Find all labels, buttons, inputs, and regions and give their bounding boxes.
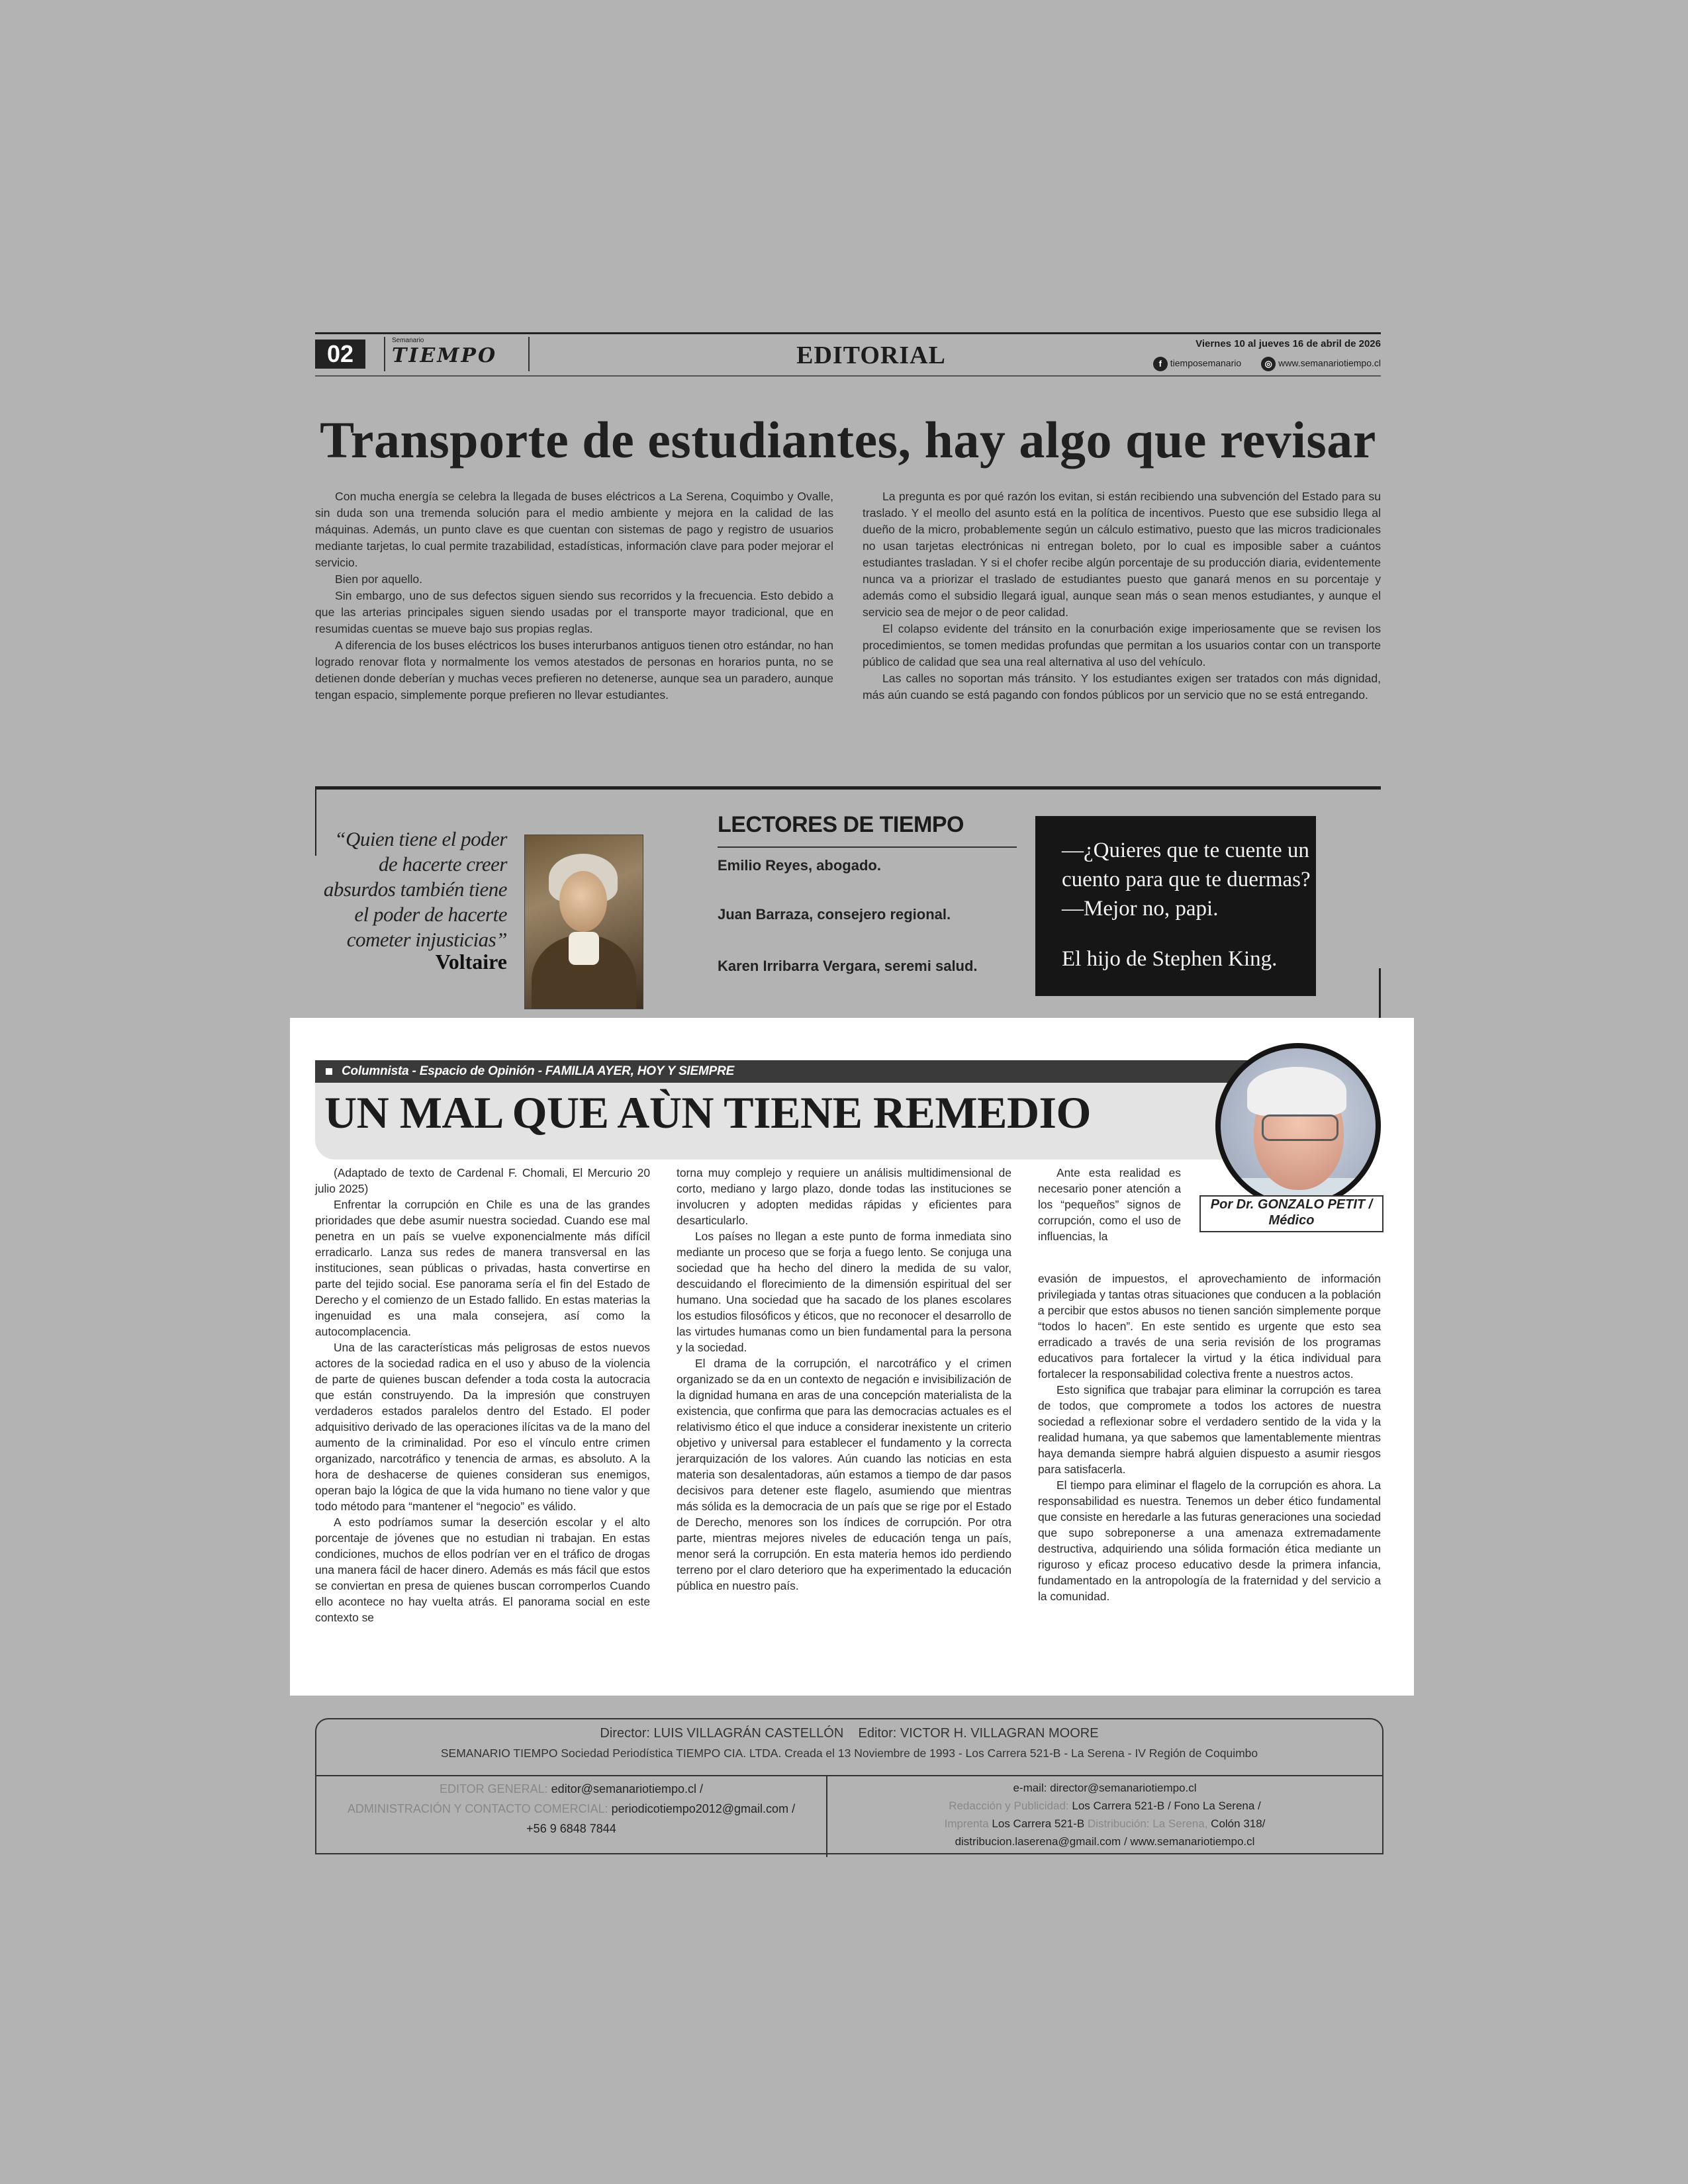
column-paragraph: El drama de la corrupción, el narcotráfico y el crimen organizado se da en un contexto de negación e invisibilización de la dignidad humana en aras de una concepción materialista de la existencia, que confirma que para las democracias actuales es el relativismo ético el que induce a considerar inexistente un criterio objetivo y universal para establecer el fundamento y la correcta jerarquización de los valores. Aún cuando las noticias en esta materia son desalentadoras, aún estamos a tiempo de dar pasos decisivos para detener este flagelo, asumiendo que mientras más sólida es la democracia de un país que se rige por el Estado de Derecho, menores son los índices de corrupción. Por otra parte, mientras mejores niveles de educación tenga un país, menor será la corrupción. En esta materia hemos ido perdiendo terreno por el claro deterioro que ha experimentado la educación pública en nuestro país. bbox=[677, 1357, 1011, 1592]
admin-email[interactable]: periodicotiempo2012@gmail.com / bbox=[611, 1802, 796, 1815]
lector-item: Juan Barraza, consejero regional. bbox=[718, 906, 951, 923]
opinion-column bbox=[290, 1018, 1414, 1696]
column-paragraph: evasión de impuestos, el aprovechamiento de información privilegiada y tantas otras situaciones que conducen a la población a percibir que estos abusos no tienen sanción simplemente porque “todos lo hacen”. En este sentido es urgente que esto sea erradicado a través de una seria revisión de los programas educativos para fortalecer la virtud y la ética individual para fortalecer la responsabilidad colectiva frente a nuestros actos. bbox=[1038, 1272, 1381, 1381]
brand-logo bbox=[384, 337, 530, 371]
brand-name: TIEMPO bbox=[392, 344, 498, 367]
brand-small-label: Semanario bbox=[392, 337, 424, 344]
joke-line: —¿Quieres que te cuente un cuento para que te duermas? bbox=[1062, 839, 1311, 891]
column-paragraph: Una de las características más peligrosas de estos nuevos actores de la sociedad radica en el uso y abuso de la violencia de parte de quienes buscan defender a toda costa la autocracia que están construyendo. Da la impresión que construyen verdaderos estados paralelos dentro del Estado. El poder adquisitivo derivado de las operaciones ilícitas va de la mano del aumento de la criminalidad. Por eso el vínculo entre crimen organizado, narcotráfico y tenencia de armas, es absoluto. A la hora de deshacerse de quienes consideran sus enemigos, operan bajo la lógica de que la vida humano no tiene valor y que todo método para “mantener el “negocio” es válido. bbox=[315, 1341, 650, 1513]
divider bbox=[718, 846, 1017, 848]
quote-text: “Quien tiene el poder de hacerte creer absurdos también tiene el poder de hacerte cometer injusticias” bbox=[323, 827, 507, 951]
column-paragraph: Ante esta realidad es necesario poner atención a los “pequeños” signos de corrupción, como el uso de influencias, la bbox=[1038, 1166, 1181, 1243]
column-kicker bbox=[315, 1060, 1266, 1083]
column-paragraph: torna muy complejo y requiere un análisis multidimensional de corto, mediano y largo plazo, donde todas las instituciones se involucren y adopten medidas rápidas y eficientes para desarticularlo. bbox=[677, 1166, 1011, 1227]
distribucion-value: Colón 318/ bbox=[1211, 1817, 1266, 1830]
company-info: SEMANARIO TIEMPO Sociedad Periodística TIEMPO CIA. LTDA. Creada el 13 Noviembre de 1993 - Los Carrera 521-B - La Serena - IV Región de Coquimbo bbox=[440, 1747, 1258, 1760]
lectores-title: LECTORES DE TIEMPO bbox=[718, 812, 964, 837]
column-paragraph: A esto podríamos sumar la deserción escolar y el alto porcentaje de jóvenes que no estudian ni trabajan. En estas condiciones, muchos de ellos podrían ver en el tráfico de drogas una manera fácil de hacer dinero. Además es más fácil que estos se conviertan en presa de quienes buscan corromperlos Cuando ello acontece no hay vuelta atrás. El panorama social en este contexto se bbox=[315, 1516, 650, 1624]
redaccion-label: Redacción y Publicidad: bbox=[949, 1799, 1069, 1812]
joke-box bbox=[1035, 816, 1316, 996]
bullet-icon bbox=[326, 1068, 332, 1075]
editorial-paragraph: Sin embargo, uno de sus defectos siguen siendo sus recorridos y la frecuencia. Esto debido a que las arterias principales siguen siendo usadas por el transporte mayor tradicional, que en resumidas cuentas se mueve bajo sus propias reglas. bbox=[315, 589, 833, 635]
middle-strip bbox=[315, 786, 1381, 1023]
column-title: UN MAL QUE AÙN TIENE REMEDIO bbox=[324, 1087, 1091, 1138]
editorial-headline: Transporte de estudiantes, hay algo que revisar bbox=[320, 411, 1376, 469]
facebook-icon: f bbox=[1153, 357, 1168, 371]
imprenta-label: Imprenta bbox=[944, 1817, 989, 1830]
page-header bbox=[315, 332, 1381, 377]
issue-date: Viernes 10 al jueves 16 de abril de 2026 bbox=[1196, 338, 1381, 349]
distribucion-line[interactable]: distribucion.laserena@gmail.com / www.semanariotiempo.cl bbox=[955, 1835, 1255, 1848]
column-text-1 bbox=[315, 1165, 650, 1625]
editorial-body bbox=[315, 488, 1381, 753]
imprenta-value: Los Carrera 521-B bbox=[992, 1817, 1085, 1830]
column-paragraph: Esto significa que trabajar para eliminar la corrupción es tarea de todos, que compromete a todos los actores de nuestra sociedad a reflexionar sobre el verdadero sentido de la vida y la realidad humana, ya que sabemos que lamentablemente mientras haya demanda siempre habrá alguien dispuesto a asumir riesgos para satisfacerla. bbox=[1038, 1383, 1381, 1476]
director-credit: Director: LUIS VILLAGRÁN CASTELLÓN bbox=[600, 1726, 844, 1741]
page-number: 02 bbox=[315, 340, 365, 369]
author-photo bbox=[1215, 1043, 1381, 1208]
editorial-paragraph: Las calles no soportan más tránsito. Y los estudiantes exigen ser tratados con más dignidad, más aún cuando se está pagando con fondos públicos por un servicio que no se está entregando. bbox=[863, 672, 1381, 702]
joke-line: —Mejor no, papi. bbox=[1062, 897, 1219, 921]
column-paragraph: Enfrentar la corrupción en Chile es una de las grandes prioridades que debe asumir nuestra sociedad. Cuando ese mal penetra en un país se vuelve exponencialmente más difícil erradicarlo. Lanza sus redes de manera transversal en las instituciones, sean públicas o privadas, hasta convertirse en parte del tejido social. Ese panorama sería el fin del Estado de Derecho y el comienzo de un Estado fallido. En estas materias la ingenuidad es una mala consejera, así como la autocomplacencia. bbox=[315, 1198, 650, 1338]
distribucion-label: Distribución: La Serena, bbox=[1088, 1817, 1208, 1830]
website-link[interactable] bbox=[1261, 357, 1381, 371]
editorial-paragraph: Bien por aquello. bbox=[335, 572, 423, 586]
voltaire-portrait bbox=[524, 835, 643, 1009]
facebook-handle: tiemposemanario bbox=[1170, 357, 1242, 369]
editor-general-label: EDITOR GENERAL: bbox=[439, 1782, 548, 1796]
quote-author: Voltaire bbox=[435, 950, 507, 974]
column-text-3-intro bbox=[1038, 1165, 1181, 1244]
editor-credit: Editor: VICTOR H. VILLAGRAN MOORE bbox=[858, 1726, 1099, 1741]
lector-item: Karen Irribarra Vergara, seremi salud. bbox=[718, 958, 978, 974]
admin-label: ADMINISTRACIÓN Y CONTACTO COMERCIAL: bbox=[347, 1802, 608, 1815]
column-kicker-text: Columnista - Espacio de Opinión - FAMILIA AYER, HOY Y SIEMPRE bbox=[342, 1064, 735, 1078]
lector-item: Emilio Reyes, abogado. bbox=[718, 857, 881, 874]
editorial-paragraph: A diferencia de los buses eléctricos los buses interurbanos antiguos tienen otro estándar, no han logrado renovar flota y normalmente los vemos atestados de personas en horarios punta, no se detienen donde deberían y muchas veces prefieren no detenerse, aunque sea un paradero, aunque tengan espacio, simplemente porque prefieren no llevar estudiantes. bbox=[315, 639, 833, 702]
editorial-paragraph: La pregunta es por qué razón los evitan, si están recibiendo una subvención del Estado para su traslado. Y el meollo del asunto está en la política de incentivos. Puesto que ese subsidio llega al dueño de la micro, probablemente según un cálculo estimativo, puesto que las micros tradicionales no usan tarjetas electrónicas ni entregan boleto, por lo cual es imposible saber a cuántos estudiantes trasladan. Y si el chofer recibe algún porcentaje de su producción diaria, evidentemente nunca va a priorizar el traslado de estudiantes puesto que ganará menos en su porcentaje y además como el subsidio llegará igual, aunque sean más o sean menos estudiantes, y aunque el servicio sea de mejor o de peor calidad. bbox=[863, 490, 1381, 619]
column-byline: Por Dr. GONZALO PETIT / Médico bbox=[1199, 1195, 1383, 1232]
globe-icon: ◎ bbox=[1261, 357, 1276, 371]
website-url: www.semanariotiempo.cl bbox=[1278, 357, 1381, 369]
email-line[interactable]: e-mail: director@semanariotiempo.cl bbox=[1013, 1782, 1197, 1794]
divider bbox=[1379, 968, 1381, 1023]
column-text-3 bbox=[1038, 1271, 1381, 1604]
editorial-paragraph: Con mucha energía se celebra la llegada de buses eléctricos a La Serena, Coquimbo y Ovalle, sin duda son una tremenda solución para el medio ambiente y mejora en la calidad de las máquinas. Además, un punto clave es que cuentan con sistemas de pago y registro de usuarios mediante tarjetas, lo cual permite trazabilidad, estadísticas, información clave para poder mejorar el servicio. bbox=[315, 490, 833, 569]
redaccion-value: Los Carrera 521-B / Fono La Serena / bbox=[1072, 1799, 1261, 1812]
social-links bbox=[1153, 357, 1381, 371]
column-paragraph: El tiempo para eliminar el flagelo de la corrupción es ahora. La responsabilidad es nuestra. Tenemos un deber ético fundamental que consiste en heredarle a las futuras generaciones una sociedad que supo sobreponerse a una amenaza extremadamente destructiva, adquiriendo una sólida formación ética mediante un riguroso y eficaz proceso educativo desde la primera infancia, fundamentado en la antropología de la fraternidad y del servicio a la comunidad. bbox=[1038, 1479, 1381, 1603]
facebook-link[interactable] bbox=[1153, 357, 1241, 371]
column-paragraph: Los países no llegan a este punto de forma inmediata sino mediante un proceso que se forja a fuego lento. Se conjuga una sociedad que ha hecho del dinero la medida de su valor, descuidando el florecimiento de la dimensión espiritual del ser humano. Una sociedad que ha sacado de los planes escolares los estudios filosóficos y éticos, que no reconocer el desarrollo de las virtudes humanas como un bien fundamental para la persona y la sociedad. bbox=[677, 1230, 1011, 1354]
column-text-2 bbox=[677, 1165, 1011, 1594]
column-paragraph: (Adaptado de texto de Cardenal F. Chomali, El Mercurio 20 julio 2025) bbox=[315, 1166, 650, 1195]
section-title: EDITORIAL bbox=[796, 341, 946, 369]
editorial-paragraph: El colapso evidente del tránsito en la conurbación exige imperiosamente que se revisen los procedimientos, se tomen medidas profundas que permitan a los usuarios contar con un transporte público de calidad que sea una real alternativa al uso del vehículo. bbox=[863, 622, 1381, 668]
masthead-footer bbox=[315, 1718, 1383, 1854]
phone-number: +56 9 6848 7844 bbox=[526, 1822, 616, 1835]
editor-general-email[interactable]: editor@semanariotiempo.cl / bbox=[551, 1782, 704, 1796]
joke-signature: El hijo de Stephen King. bbox=[1062, 947, 1278, 971]
